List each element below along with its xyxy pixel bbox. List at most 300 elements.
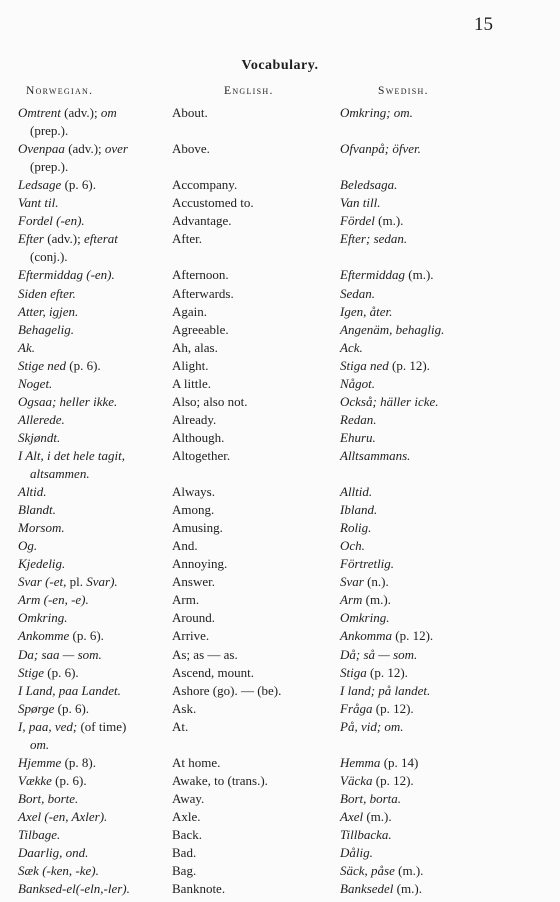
text-segment: Ledsage bbox=[18, 177, 62, 193]
text-segment: Around. bbox=[172, 610, 215, 626]
text-segment: , pl. bbox=[63, 574, 87, 590]
english-word bbox=[172, 573, 215, 591]
english-word bbox=[172, 429, 224, 447]
norwegian-line bbox=[18, 646, 174, 664]
norwegian-line bbox=[18, 609, 174, 627]
english-word bbox=[172, 483, 215, 501]
norwegian-line bbox=[18, 230, 174, 248]
english-word bbox=[172, 754, 220, 772]
english-word bbox=[172, 176, 237, 194]
swedish-word bbox=[340, 140, 421, 158]
text-segment: Behagelig. bbox=[18, 321, 74, 337]
norwegian-line bbox=[18, 429, 174, 447]
text-segment: Afternoon. bbox=[172, 267, 229, 283]
norwegian-line bbox=[18, 375, 174, 393]
swedish-word bbox=[340, 844, 373, 862]
english-word bbox=[172, 140, 210, 158]
text-segment: Hjemme bbox=[18, 754, 62, 770]
text-segment: Daarlig, ond. bbox=[18, 845, 89, 861]
norwegian-word bbox=[18, 375, 174, 393]
swedish-word bbox=[340, 212, 403, 230]
norwegian-line bbox=[18, 266, 174, 284]
english-word bbox=[172, 501, 214, 519]
text-segment: Svar (-et bbox=[18, 574, 64, 590]
norwegian-line bbox=[18, 682, 174, 700]
norwegian-word bbox=[18, 772, 174, 790]
norwegian-line bbox=[18, 411, 174, 429]
english-word bbox=[172, 266, 229, 284]
english-word bbox=[172, 357, 208, 375]
norwegian-line bbox=[18, 447, 174, 465]
swedish-word bbox=[340, 862, 423, 880]
swedish-word bbox=[340, 339, 363, 357]
text-segment: Ascend, mount. bbox=[172, 664, 254, 680]
norwegian-word bbox=[18, 754, 174, 772]
norwegian-line bbox=[18, 285, 174, 303]
norwegian-word bbox=[18, 880, 174, 898]
text-segment: (p. 6). bbox=[54, 700, 90, 716]
text-segment: (adv.); bbox=[64, 141, 105, 157]
english-word bbox=[172, 844, 196, 862]
text-segment: Bag. bbox=[172, 863, 197, 879]
swedish-word bbox=[340, 772, 414, 790]
text-segment: (m.). bbox=[374, 213, 404, 229]
norwegian-line bbox=[18, 248, 174, 266]
norwegian-line bbox=[18, 537, 174, 555]
swedish-word bbox=[340, 808, 392, 826]
text-segment: At home. bbox=[172, 754, 221, 770]
swedish-word bbox=[340, 519, 371, 537]
text-segment: Kjedelig. bbox=[18, 556, 66, 572]
swedish-word bbox=[340, 790, 401, 808]
norwegian-line bbox=[18, 483, 174, 501]
swedish-word bbox=[340, 646, 417, 664]
english-word bbox=[172, 393, 247, 411]
swedish-word bbox=[340, 627, 433, 645]
english-word bbox=[172, 411, 216, 429]
text-segment: Noget. bbox=[18, 375, 53, 391]
norwegian-line bbox=[18, 393, 174, 411]
text-segment: Då; så — som. bbox=[340, 646, 418, 662]
text-segment: Eftermiddag (-en). bbox=[18, 267, 115, 283]
english-word bbox=[172, 555, 227, 573]
norwegian-word bbox=[18, 393, 174, 411]
text-segment: Svar). bbox=[86, 574, 118, 590]
english-word bbox=[172, 700, 196, 718]
text-segment: Bort, borte. bbox=[18, 790, 79, 806]
swedish-word bbox=[340, 176, 397, 194]
text-segment: Atter, igjen. bbox=[18, 303, 79, 319]
norwegian-word bbox=[18, 808, 174, 826]
text-segment: As; as — as. bbox=[172, 646, 238, 662]
norwegian-line bbox=[18, 573, 174, 591]
swedish-word bbox=[340, 664, 408, 682]
text-segment: Omkring. bbox=[340, 610, 390, 626]
norwegian-line bbox=[18, 880, 174, 898]
text-segment: (conj.). bbox=[30, 249, 68, 265]
text-segment: Among. bbox=[172, 502, 215, 518]
text-segment: Skjøndt. bbox=[18, 429, 61, 445]
text-segment: Van till. bbox=[340, 195, 381, 211]
text-segment: (m.). bbox=[393, 881, 422, 897]
text-segment: At. bbox=[172, 718, 189, 734]
text-segment: I Land, paa Landet. bbox=[18, 682, 121, 698]
text-segment: Banknote. bbox=[172, 881, 226, 897]
english-word bbox=[172, 212, 232, 230]
text-segment: Stiga bbox=[340, 664, 367, 680]
text-segment: Already. bbox=[172, 411, 217, 427]
text-segment: Advantage. bbox=[172, 213, 232, 229]
text-segment: Rolig. bbox=[340, 520, 372, 536]
text-segment: Arm bbox=[340, 592, 363, 608]
text-segment: altsammen. bbox=[30, 465, 90, 481]
norwegian-word bbox=[18, 303, 174, 321]
text-segment: I Alt, i det hele tagit, bbox=[18, 447, 125, 463]
text-segment: Alight. bbox=[172, 357, 209, 373]
swedish-word bbox=[340, 483, 372, 501]
norwegian-word bbox=[18, 339, 174, 357]
norwegian-word bbox=[18, 646, 174, 664]
english-word bbox=[172, 447, 230, 465]
text-segment: Back. bbox=[172, 827, 202, 842]
text-segment: Ibland. bbox=[340, 502, 378, 518]
text-segment: Omkring. bbox=[18, 610, 68, 626]
text-segment: Förtretlig. bbox=[340, 556, 395, 572]
swedish-word bbox=[340, 754, 418, 772]
text-segment: Although. bbox=[172, 429, 225, 445]
text-segment: Ovenpaa bbox=[18, 141, 65, 157]
norwegian-word bbox=[18, 555, 174, 573]
text-segment: (p. 12). bbox=[372, 772, 414, 788]
text-segment: (n.). bbox=[363, 574, 389, 590]
norwegian-word bbox=[18, 411, 174, 429]
text-segment: Ah, alas. bbox=[172, 339, 218, 355]
text-segment: (m.). bbox=[362, 592, 391, 608]
swedish-word bbox=[340, 285, 375, 303]
norwegian-line bbox=[18, 627, 174, 645]
text-segment: Answer. bbox=[172, 574, 215, 590]
norwegian-line bbox=[18, 104, 174, 122]
swedish-word bbox=[340, 375, 375, 393]
text-segment: (p. 12). bbox=[366, 664, 408, 680]
text-segment: Banksed-el(-eln,-ler). bbox=[18, 881, 130, 897]
english-word bbox=[172, 682, 281, 700]
text-segment: Allerede. bbox=[18, 411, 65, 427]
norwegian-line bbox=[18, 519, 174, 537]
norwegian-line bbox=[18, 501, 174, 519]
text-segment: (p. 6). bbox=[61, 177, 97, 193]
norwegian-word bbox=[18, 609, 174, 627]
text-segment: (m.). bbox=[363, 808, 392, 824]
text-segment: Bad. bbox=[172, 845, 197, 861]
norwegian-word bbox=[18, 501, 174, 519]
english-word bbox=[172, 772, 268, 790]
page-number: 15 bbox=[474, 14, 493, 35]
norwegian-line bbox=[18, 465, 174, 483]
text-segment: Omkring; om. bbox=[340, 105, 413, 120]
swedish-word bbox=[340, 303, 392, 321]
text-segment: over bbox=[104, 141, 128, 157]
english-word bbox=[172, 519, 223, 537]
text-segment: Agreeable. bbox=[172, 321, 229, 337]
text-segment: Ashore (go). — (be). bbox=[172, 682, 282, 698]
text-segment: Igen, åter. bbox=[340, 303, 393, 319]
norwegian-line bbox=[18, 862, 174, 880]
header-english: English. bbox=[224, 85, 274, 97]
text-segment: Efter; sedan. bbox=[340, 231, 408, 247]
norwegian-word bbox=[18, 194, 174, 212]
text-segment: Eftermiddag bbox=[340, 267, 405, 283]
text-segment: Again. bbox=[172, 303, 208, 319]
text-segment: Något. bbox=[340, 375, 376, 391]
page-title: Vocabulary. bbox=[241, 58, 319, 73]
text-segment: And. bbox=[172, 538, 198, 554]
text-segment: Away. bbox=[172, 790, 205, 806]
text-segment: Og. bbox=[18, 538, 38, 554]
swedish-word bbox=[340, 411, 376, 429]
swedish-word bbox=[340, 357, 430, 375]
norwegian-word bbox=[18, 826, 174, 844]
swedish-word bbox=[340, 826, 392, 844]
norwegian-word bbox=[18, 627, 174, 645]
text-segment: Accustomed to. bbox=[172, 195, 254, 211]
text-segment: Fördel bbox=[340, 213, 375, 229]
norwegian-line bbox=[18, 772, 174, 790]
text-segment: Ak. bbox=[18, 339, 35, 355]
text-segment: Ofvanpå; öfver. bbox=[340, 141, 421, 157]
norwegian-line bbox=[18, 754, 174, 772]
english-word bbox=[172, 537, 198, 555]
norwegian-line bbox=[18, 303, 174, 321]
text-segment: (m.). bbox=[394, 863, 424, 879]
norwegian-line bbox=[18, 321, 174, 339]
norwegian-line bbox=[18, 790, 174, 808]
swedish-word bbox=[340, 700, 414, 718]
english-word bbox=[172, 285, 234, 303]
text-segment: Vant til. bbox=[18, 195, 59, 211]
text-segment: Tillbacka. bbox=[340, 827, 392, 842]
norwegian-line bbox=[18, 158, 174, 176]
english-word bbox=[172, 880, 225, 898]
text-segment: Sæk (-ken, -ke). bbox=[18, 863, 99, 879]
swedish-word bbox=[340, 591, 391, 609]
norwegian-line bbox=[18, 700, 174, 718]
text-segment: Angenäm, behaglig. bbox=[340, 321, 445, 337]
text-segment: Always. bbox=[172, 484, 215, 500]
text-segment: om bbox=[100, 105, 117, 120]
text-segment: (p. 6). bbox=[69, 628, 104, 644]
english-word bbox=[172, 664, 254, 682]
norwegian-word bbox=[18, 321, 174, 339]
norwegian-word bbox=[18, 844, 174, 862]
english-word bbox=[172, 609, 215, 627]
text-segment: (p. 6). bbox=[51, 772, 87, 788]
text-segment: Altid. bbox=[18, 484, 47, 500]
text-segment: Also; also not. bbox=[172, 393, 248, 409]
text-segment: Väcka bbox=[340, 772, 373, 788]
text-segment: Ehuru. bbox=[340, 429, 376, 445]
norwegian-word bbox=[18, 700, 174, 718]
english-word bbox=[172, 339, 218, 357]
text-segment: Arm. bbox=[172, 592, 200, 608]
norwegian-word bbox=[18, 483, 174, 501]
text-segment: Tilbage. bbox=[18, 827, 61, 842]
text-segment: Annoying. bbox=[172, 556, 228, 572]
text-segment: Svar bbox=[340, 574, 364, 590]
text-segment: Banksedel bbox=[340, 881, 394, 897]
swedish-word bbox=[340, 682, 430, 700]
norwegian-line bbox=[18, 357, 174, 375]
text-segment: (p. 8). bbox=[61, 754, 96, 770]
norwegian-word bbox=[18, 230, 174, 266]
norwegian-line bbox=[18, 122, 174, 140]
text-segment: Sedan. bbox=[340, 285, 376, 301]
text-segment: Morsom. bbox=[18, 520, 65, 536]
english-word bbox=[172, 790, 204, 808]
text-segment: Accompany. bbox=[172, 177, 238, 193]
text-segment: Fråga bbox=[340, 700, 373, 716]
norwegian-word bbox=[18, 537, 174, 555]
english-word bbox=[172, 718, 188, 736]
text-segment: Axel (-en, Axler). bbox=[18, 808, 108, 824]
english-word bbox=[172, 862, 196, 880]
english-word bbox=[172, 303, 207, 321]
text-segment: Ask. bbox=[172, 700, 197, 716]
text-segment: Alltid. bbox=[340, 484, 373, 500]
swedish-word bbox=[340, 321, 444, 339]
text-segment: Siden efter. bbox=[18, 285, 76, 301]
text-segment: Efter bbox=[18, 231, 44, 247]
text-segment: På, vid; om. bbox=[340, 718, 404, 734]
english-word bbox=[172, 230, 202, 248]
text-segment: Alltsammans. bbox=[340, 447, 411, 463]
text-segment: Och. bbox=[340, 538, 365, 554]
text-segment: (p. 12). bbox=[388, 357, 430, 373]
swedish-word bbox=[340, 194, 380, 212]
norwegian-line bbox=[18, 844, 174, 862]
text-segment: Arm (-en, -e). bbox=[18, 592, 89, 608]
text-segment: Vække bbox=[18, 772, 52, 788]
norwegian-line bbox=[18, 826, 174, 844]
text-segment: Arrive. bbox=[172, 628, 210, 644]
text-segment: Beledsaga. bbox=[340, 177, 398, 193]
norwegian-line bbox=[18, 140, 174, 158]
norwegian-word bbox=[18, 140, 174, 176]
text-segment: (prep.). bbox=[30, 123, 69, 138]
text-segment: Fordel (-en). bbox=[18, 213, 85, 229]
text-segment: Axle. bbox=[172, 808, 201, 824]
text-segment: Ankomme bbox=[18, 628, 70, 644]
norwegian-word bbox=[18, 519, 174, 537]
norwegian-word bbox=[18, 285, 174, 303]
english-word bbox=[172, 808, 201, 826]
text-segment: (prep.). bbox=[30, 159, 69, 175]
text-segment: About. bbox=[172, 105, 208, 120]
text-segment: Hemma bbox=[340, 754, 381, 770]
text-segment: Afterwards. bbox=[172, 285, 234, 301]
text-segment: Omtrent bbox=[18, 105, 61, 120]
swedish-word bbox=[340, 266, 434, 284]
text-segment: Altogether. bbox=[172, 447, 231, 463]
norwegian-line bbox=[18, 555, 174, 573]
text-segment: (adv.); bbox=[44, 231, 84, 247]
swedish-word bbox=[340, 573, 389, 591]
norwegian-line bbox=[18, 591, 174, 609]
text-segment: Stige ned bbox=[18, 357, 67, 373]
text-segment: Ankomma bbox=[340, 628, 392, 644]
text-segment: Ogsaa; heller ikke. bbox=[18, 393, 118, 409]
norwegian-word bbox=[18, 176, 174, 194]
swedish-word bbox=[340, 718, 404, 736]
text-segment: Awake, to (trans.). bbox=[172, 772, 268, 788]
swedish-word bbox=[340, 447, 410, 465]
text-segment: Blandt. bbox=[18, 502, 56, 518]
english-word bbox=[172, 375, 211, 393]
swedish-word bbox=[340, 501, 377, 519]
text-segment: (of time) bbox=[77, 718, 127, 734]
norwegian-word bbox=[18, 682, 174, 700]
norwegian-word bbox=[18, 357, 174, 375]
english-word bbox=[172, 826, 202, 844]
english-word bbox=[172, 194, 254, 212]
text-segment: efterat bbox=[83, 231, 118, 247]
text-segment: (m.). bbox=[405, 267, 434, 283]
swedish-word bbox=[340, 230, 407, 248]
norwegian-line bbox=[18, 808, 174, 826]
text-segment: Också; häller icke. bbox=[340, 393, 439, 409]
swedish-word bbox=[340, 393, 439, 411]
header-swedish: Swedish. bbox=[378, 85, 429, 97]
text-segment: I, paa, ved; bbox=[18, 718, 78, 734]
norwegian-word bbox=[18, 447, 174, 483]
header-norwegian: Norwegian. bbox=[26, 85, 94, 97]
english-word bbox=[172, 321, 229, 339]
norwegian-word bbox=[18, 104, 174, 140]
text-segment: Axel bbox=[340, 808, 364, 824]
swedish-word bbox=[340, 429, 376, 447]
norwegian-line bbox=[18, 339, 174, 357]
norwegian-line bbox=[18, 212, 174, 230]
english-word bbox=[172, 627, 209, 645]
norwegian-word bbox=[18, 790, 174, 808]
text-segment: Bort, borta. bbox=[340, 790, 402, 806]
norwegian-word bbox=[18, 429, 174, 447]
norwegian-word bbox=[18, 718, 174, 754]
text-segment: (p. 6). bbox=[44, 664, 79, 680]
text-segment: (p. 12). bbox=[392, 628, 434, 644]
text-segment: (adv.); bbox=[60, 105, 101, 120]
text-segment: om. bbox=[30, 736, 50, 752]
norwegian-word bbox=[18, 573, 174, 591]
swedish-word bbox=[340, 104, 413, 122]
text-segment: Stiga ned bbox=[340, 357, 389, 373]
norwegian-word bbox=[18, 664, 174, 682]
text-segment: After. bbox=[172, 231, 202, 247]
swedish-word bbox=[340, 537, 365, 555]
text-segment: I land; på landet. bbox=[340, 682, 431, 698]
norwegian-word bbox=[18, 212, 174, 230]
norwegian-word bbox=[18, 591, 174, 609]
norwegian-line bbox=[18, 664, 174, 682]
text-segment: A little. bbox=[172, 375, 211, 391]
swedish-word bbox=[340, 880, 422, 898]
norwegian-line bbox=[18, 718, 174, 736]
text-segment: Stige bbox=[18, 664, 44, 680]
text-segment: Dålig. bbox=[340, 845, 373, 861]
text-segment: Redan. bbox=[340, 411, 377, 427]
text-segment: Ack. bbox=[340, 339, 363, 355]
english-word bbox=[172, 104, 208, 122]
